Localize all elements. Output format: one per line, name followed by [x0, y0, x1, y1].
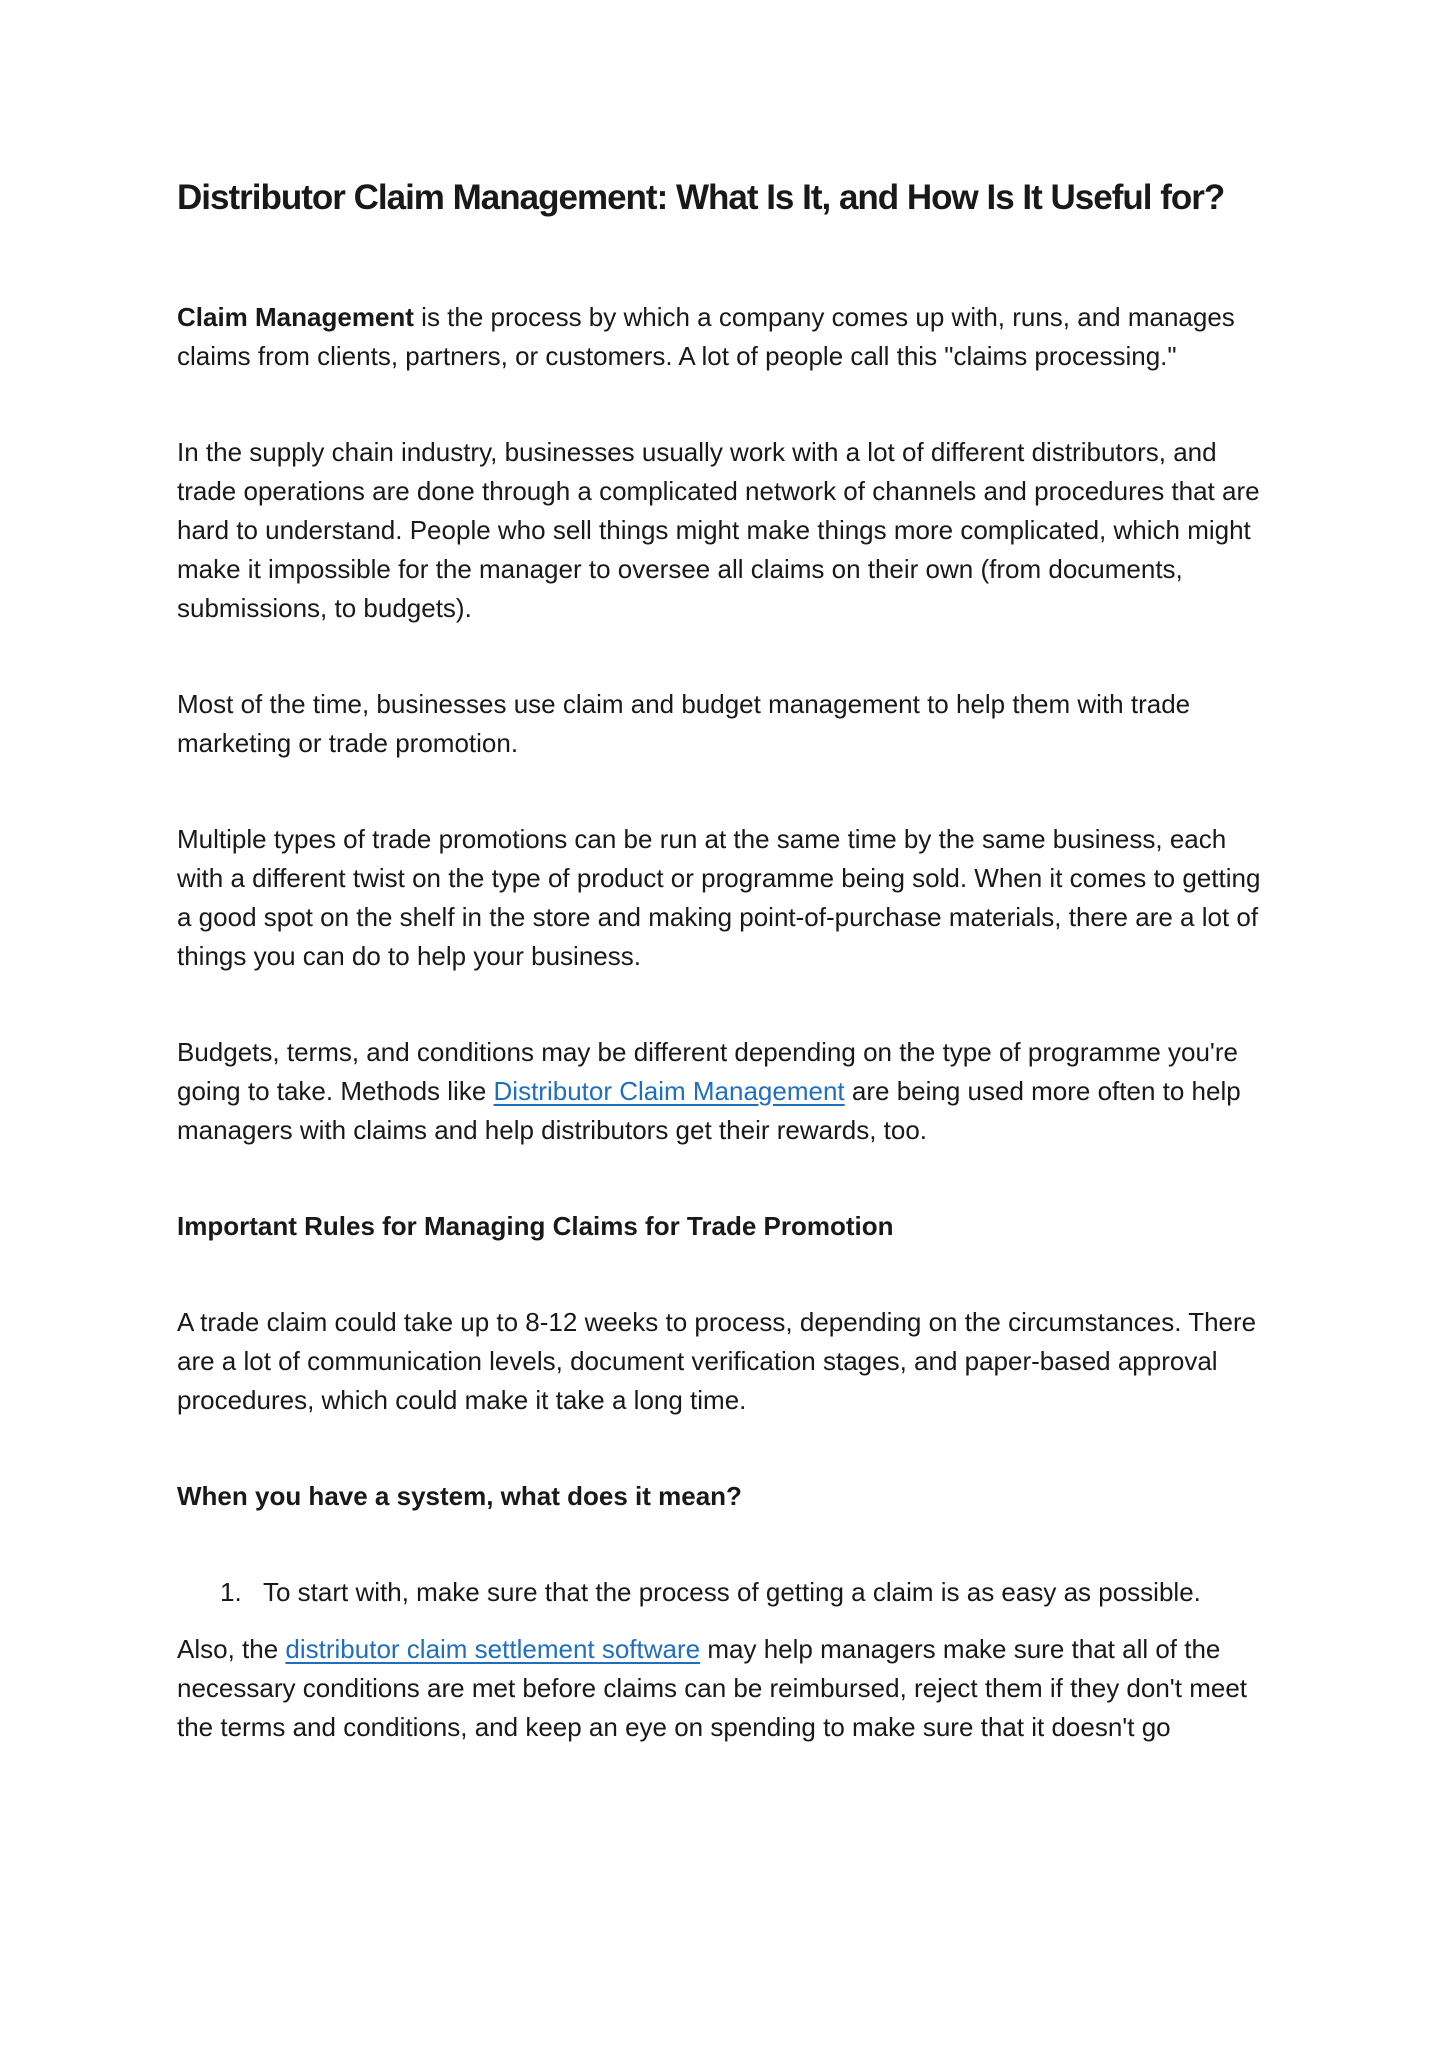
closing-text-before-link: Also, the: [177, 1634, 286, 1664]
heading-important-rules: Important Rules for Managing Claims for Trade Promotion: [177, 1211, 894, 1241]
paragraph-budget-management: Most of the time, businesses use claim and budget management to help them with trade marketing or trade promotion.: [177, 689, 1191, 758]
paragraph-methods: [177, 1033, 1279, 1150]
methods-text-before-link: Budgets, terms, and conditions may be different depending on the type of programme you're going to take. Methods like: [177, 1037, 1239, 1106]
link-distributor-claim-management[interactable]: Distributor Claim Management: [493, 1076, 845, 1106]
paragraph-trade-claim-process: A trade claim could take up to 8-12 weeks to process, depending on the circumstances. There are a lot of communication levels, document verification stages, and paper-based approval procedures, which could make it take a long time.: [177, 1307, 1257, 1415]
paragraph-trade-promotions: Multiple types of trade promotions can be run at the same time by the same business, each with a different twist on the type of product or programme being sold. When it comes to getting a good spot on the shelf in the store and making point-of-purchase materials, there are a lot of things you can do to help your business.: [177, 824, 1261, 971]
methods-text-after-link: are being used more often to help managers with claims and help distributors get their rewards, too.: [177, 1076, 1241, 1145]
numbered-list-item: [177, 1573, 1279, 1612]
paragraph-supply-chain: In the supply chain industry, businesses usually work with a lot of different distributors, and trade operations are done through a complicated network of channels and procedures that are hard to understand. People who sell things might make things more complicated, which might make it impossible for the manager to oversee all claims on their own (from documents, submissions, to budgets).: [177, 437, 1260, 623]
link-distributor-claim-settlement-software[interactable]: distributor claim settlement software: [285, 1634, 701, 1664]
heading-system-meaning: When you have a system, what does it mean?: [177, 1481, 742, 1511]
list-item-text: To start with, make sure that the process of getting a claim is as easy as possible.: [263, 1577, 1201, 1607]
paragraph-closing: [177, 1630, 1279, 1747]
intro-text: is the process by which a company comes up with, runs, and manages claims from clients, partners, or customers. A lot of people call this "claims processing.": [177, 302, 1235, 371]
page-title: Distributor Claim Management: What Is It, and How Is It Useful for?: [177, 178, 1225, 217]
intro-bold-lead: Claim Management: [177, 302, 414, 332]
list-item-number: 1.: [220, 1577, 242, 1607]
paragraph-intro: [177, 298, 1279, 376]
closing-text-after-link: may help managers make sure that all of the necessary conditions are met before claims can be reimbursed, reject them if they don't meet the terms and conditions, and keep an eye on spending to make sure that it doesn't go: [177, 1634, 1248, 1742]
